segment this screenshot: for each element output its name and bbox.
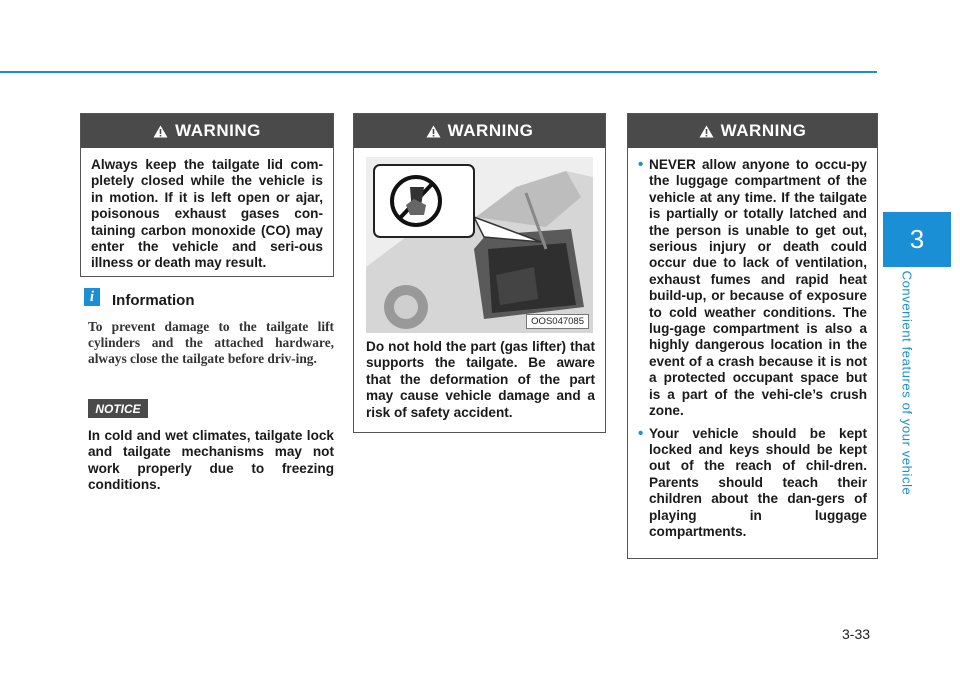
warning-bullet-list	[628, 148, 877, 540]
info-icon: i	[84, 288, 100, 306]
warning-label: WARNING	[175, 121, 261, 140]
warning-label: WARNING	[447, 121, 534, 140]
notice-text: In cold and wet climates, tailgate lock and tailgate mechanisms may not work properly due to freezing conditions.	[88, 428, 334, 493]
information-title: Information	[112, 292, 195, 309]
chapter-title: Convenient features of your vehicle	[899, 270, 915, 496]
warning-triangle-icon	[426, 125, 441, 138]
warning-header	[354, 114, 605, 148]
warning-box-exhaust	[80, 113, 334, 277]
warning-triangle-icon	[699, 125, 714, 138]
open-tailgate-icon	[366, 157, 593, 333]
notice-label: NOTICE	[88, 399, 148, 418]
bullet-text: Your vehicle should be kept locked and keys should be kept out of the reach of chil-dren. Parents should teach their children about the dan-gers of playing in luggage compartments.	[649, 425, 867, 539]
page-number: 3-33	[842, 626, 871, 642]
chapter-side-title	[895, 272, 919, 494]
list-item	[638, 426, 867, 541]
tailgate-illustration	[366, 157, 593, 333]
warning-text: Do not hold the part (gas lifter) that supports the tailgate. Be aware that the deformation of the part may cause vehicle damage and a risk of safety accident.	[366, 339, 595, 420]
warning-box-luggage	[627, 113, 878, 559]
warning-label: WARNING	[720, 121, 807, 140]
warning-triangle-icon	[153, 125, 168, 138]
image-code: OOS047085	[526, 314, 589, 329]
header-rule	[0, 71, 877, 73]
chapter-number: 3	[909, 224, 925, 254]
bullet-icon: •	[638, 156, 644, 173]
chapter-tab	[883, 212, 951, 267]
warning-header	[628, 114, 877, 148]
warning-header	[81, 114, 333, 148]
list-item	[638, 157, 867, 420]
warning-box-gas-lifter	[353, 113, 606, 433]
information-text: To prevent damage to the tailgate lift cylinders and the attached hardware, always close the tailgate before driv-ing.	[88, 319, 334, 366]
bullet-text: NEVER allow anyone to occu-py the luggage compartment of the vehicle at any time. If the tailgate is partially or totally latched and the person is unable to get out, serious injury or death could occur due to lack of ventilation, exhaust fumes and rapid heat build-up, or because of exposure to cold weather conditions. The lug-gage compartment is also a highly dangerous location in the event of a crash because it is not a protected occupant space but is a part of the vehi-cle’s crush zone.	[649, 157, 867, 419]
bullet-icon: •	[638, 424, 644, 442]
warning-text: Always keep the tailgate lid com-pletely closed while the vehicle is in motion. If it is left open or ajar, poisonous exhaust gases con-taining carbon monoxide (CO) may enter the vehicle and seri-ous illness or death may result.	[91, 157, 323, 271]
